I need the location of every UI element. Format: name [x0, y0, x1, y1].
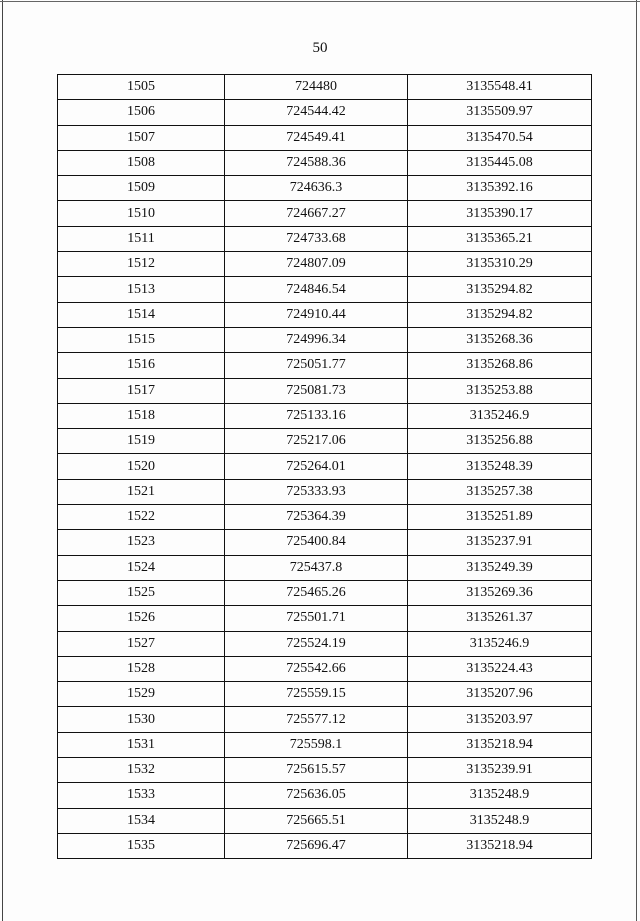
table-row	[58, 758, 592, 783]
y-coordinate-cell: 3135246.9	[408, 631, 592, 656]
x-coordinate-cell: 725501.71	[225, 606, 408, 631]
x-coordinate-cell: 724636.3	[225, 176, 408, 201]
x-coordinate-cell: 725081.73	[225, 378, 408, 403]
point-number-cell: 1531	[58, 732, 225, 757]
page-number: 50	[312, 40, 328, 56]
y-coordinate-cell: 3135253.88	[408, 378, 592, 403]
y-coordinate-cell: 3135261.37	[408, 606, 592, 631]
x-coordinate-cell: 724549.41	[225, 125, 408, 150]
y-coordinate-cell: 3135248.9	[408, 783, 592, 808]
y-coordinate-cell: 3135310.29	[408, 252, 592, 277]
x-coordinate-cell: 725665.51	[225, 808, 408, 833]
y-coordinate-cell: 3135445.08	[408, 150, 592, 175]
table-row	[58, 606, 592, 631]
y-coordinate-cell: 3135365.21	[408, 226, 592, 251]
table-row	[58, 479, 592, 504]
x-coordinate-cell: 725615.57	[225, 758, 408, 783]
point-number-cell: 1534	[58, 808, 225, 833]
y-coordinate-cell: 3135470.54	[408, 125, 592, 150]
point-number-cell: 1512	[58, 252, 225, 277]
point-number-cell: 1519	[58, 429, 225, 454]
x-coordinate-cell: 725696.47	[225, 833, 408, 858]
point-number-cell: 1510	[58, 201, 225, 226]
x-coordinate-cell: 724480	[225, 75, 408, 100]
y-coordinate-cell: 3135248.9	[408, 808, 592, 833]
x-coordinate-cell: 725598.1	[225, 732, 408, 757]
point-number-cell: 1517	[58, 378, 225, 403]
y-coordinate-cell: 3135246.9	[408, 403, 592, 428]
table-row	[58, 100, 592, 125]
x-coordinate-cell: 725559.15	[225, 682, 408, 707]
x-coordinate-cell: 724544.42	[225, 100, 408, 125]
table-row	[58, 125, 592, 150]
table-row	[58, 682, 592, 707]
table-row	[58, 783, 592, 808]
table-row	[58, 75, 592, 100]
point-number-cell: 1509	[58, 176, 225, 201]
y-coordinate-cell: 3135218.94	[408, 833, 592, 858]
table-row	[58, 454, 592, 479]
x-coordinate-cell: 725524.19	[225, 631, 408, 656]
table-row	[58, 277, 592, 302]
point-number-cell: 1529	[58, 682, 225, 707]
y-coordinate-cell: 3135224.43	[408, 656, 592, 681]
y-coordinate-cell: 3135268.86	[408, 353, 592, 378]
table-row	[58, 530, 592, 555]
x-coordinate-cell: 725465.26	[225, 580, 408, 605]
point-number-cell: 1518	[58, 403, 225, 428]
x-coordinate-cell: 724588.36	[225, 150, 408, 175]
x-coordinate-cell: 725217.06	[225, 429, 408, 454]
table-row	[58, 327, 592, 352]
x-coordinate-cell: 724733.68	[225, 226, 408, 251]
point-number-cell: 1535	[58, 833, 225, 858]
table-row	[58, 555, 592, 580]
y-coordinate-cell: 3135294.82	[408, 302, 592, 327]
x-coordinate-cell: 724667.27	[225, 201, 408, 226]
table-row	[58, 353, 592, 378]
x-coordinate-cell: 724807.09	[225, 252, 408, 277]
table-row	[58, 732, 592, 757]
table-row	[58, 656, 592, 681]
x-coordinate-cell: 724846.54	[225, 277, 408, 302]
y-coordinate-cell: 3135509.97	[408, 100, 592, 125]
table-row	[58, 707, 592, 732]
page-edge-right	[636, 0, 637, 921]
point-number-cell: 1505	[58, 75, 225, 100]
y-coordinate-cell: 3135294.82	[408, 277, 592, 302]
y-coordinate-cell: 3135203.97	[408, 707, 592, 732]
point-number-cell: 1507	[58, 125, 225, 150]
table-row	[58, 429, 592, 454]
y-coordinate-cell: 3135207.96	[408, 682, 592, 707]
x-coordinate-cell: 725051.77	[225, 353, 408, 378]
coordinates-table-body	[58, 75, 592, 859]
table-row	[58, 252, 592, 277]
y-coordinate-cell: 3135269.36	[408, 580, 592, 605]
table-row	[58, 833, 592, 858]
point-number-cell: 1526	[58, 606, 225, 631]
y-coordinate-cell: 3135248.39	[408, 454, 592, 479]
point-number-cell: 1506	[58, 100, 225, 125]
y-coordinate-cell: 3135237.91	[408, 530, 592, 555]
point-number-cell: 1530	[58, 707, 225, 732]
x-coordinate-cell: 724910.44	[225, 302, 408, 327]
x-coordinate-cell: 725577.12	[225, 707, 408, 732]
y-coordinate-cell: 3135390.17	[408, 201, 592, 226]
table-row	[58, 378, 592, 403]
point-number-cell: 1516	[58, 353, 225, 378]
y-coordinate-cell: 3135256.88	[408, 429, 592, 454]
point-number-cell: 1520	[58, 454, 225, 479]
page-edge-left	[2, 0, 3, 921]
point-number-cell: 1524	[58, 555, 225, 580]
coordinates-table	[57, 74, 592, 859]
x-coordinate-cell: 725333.93	[225, 479, 408, 504]
point-number-cell: 1511	[58, 226, 225, 251]
table-row	[58, 403, 592, 428]
point-number-cell: 1532	[58, 758, 225, 783]
table-row	[58, 505, 592, 530]
x-coordinate-cell: 725400.84	[225, 530, 408, 555]
page-edge-top	[0, 1, 640, 2]
point-number-cell: 1508	[58, 150, 225, 175]
point-number-cell: 1523	[58, 530, 225, 555]
y-coordinate-cell: 3135268.36	[408, 327, 592, 352]
table-row	[58, 176, 592, 201]
point-number-cell: 1521	[58, 479, 225, 504]
point-number-cell: 1514	[58, 302, 225, 327]
y-coordinate-cell: 3135392.16	[408, 176, 592, 201]
table-row	[58, 631, 592, 656]
x-coordinate-cell: 725636.05	[225, 783, 408, 808]
table-row	[58, 808, 592, 833]
point-number-cell: 1527	[58, 631, 225, 656]
x-coordinate-cell: 724996.34	[225, 327, 408, 352]
y-coordinate-cell: 3135257.38	[408, 479, 592, 504]
point-number-cell: 1533	[58, 783, 225, 808]
y-coordinate-cell: 3135239.91	[408, 758, 592, 783]
point-number-cell: 1515	[58, 327, 225, 352]
point-number-cell: 1513	[58, 277, 225, 302]
y-coordinate-cell: 3135548.41	[408, 75, 592, 100]
point-number-cell: 1522	[58, 505, 225, 530]
table-row	[58, 580, 592, 605]
y-coordinate-cell: 3135251.89	[408, 505, 592, 530]
x-coordinate-cell: 725133.16	[225, 403, 408, 428]
point-number-cell: 1528	[58, 656, 225, 681]
x-coordinate-cell: 725364.39	[225, 505, 408, 530]
y-coordinate-cell: 3135249.39	[408, 555, 592, 580]
x-coordinate-cell: 725542.66	[225, 656, 408, 681]
x-coordinate-cell: 725437.8	[225, 555, 408, 580]
table-row	[58, 302, 592, 327]
table-row	[58, 226, 592, 251]
table-row	[58, 150, 592, 175]
table-row	[58, 201, 592, 226]
y-coordinate-cell: 3135218.94	[408, 732, 592, 757]
x-coordinate-cell: 725264.01	[225, 454, 408, 479]
point-number-cell: 1525	[58, 580, 225, 605]
